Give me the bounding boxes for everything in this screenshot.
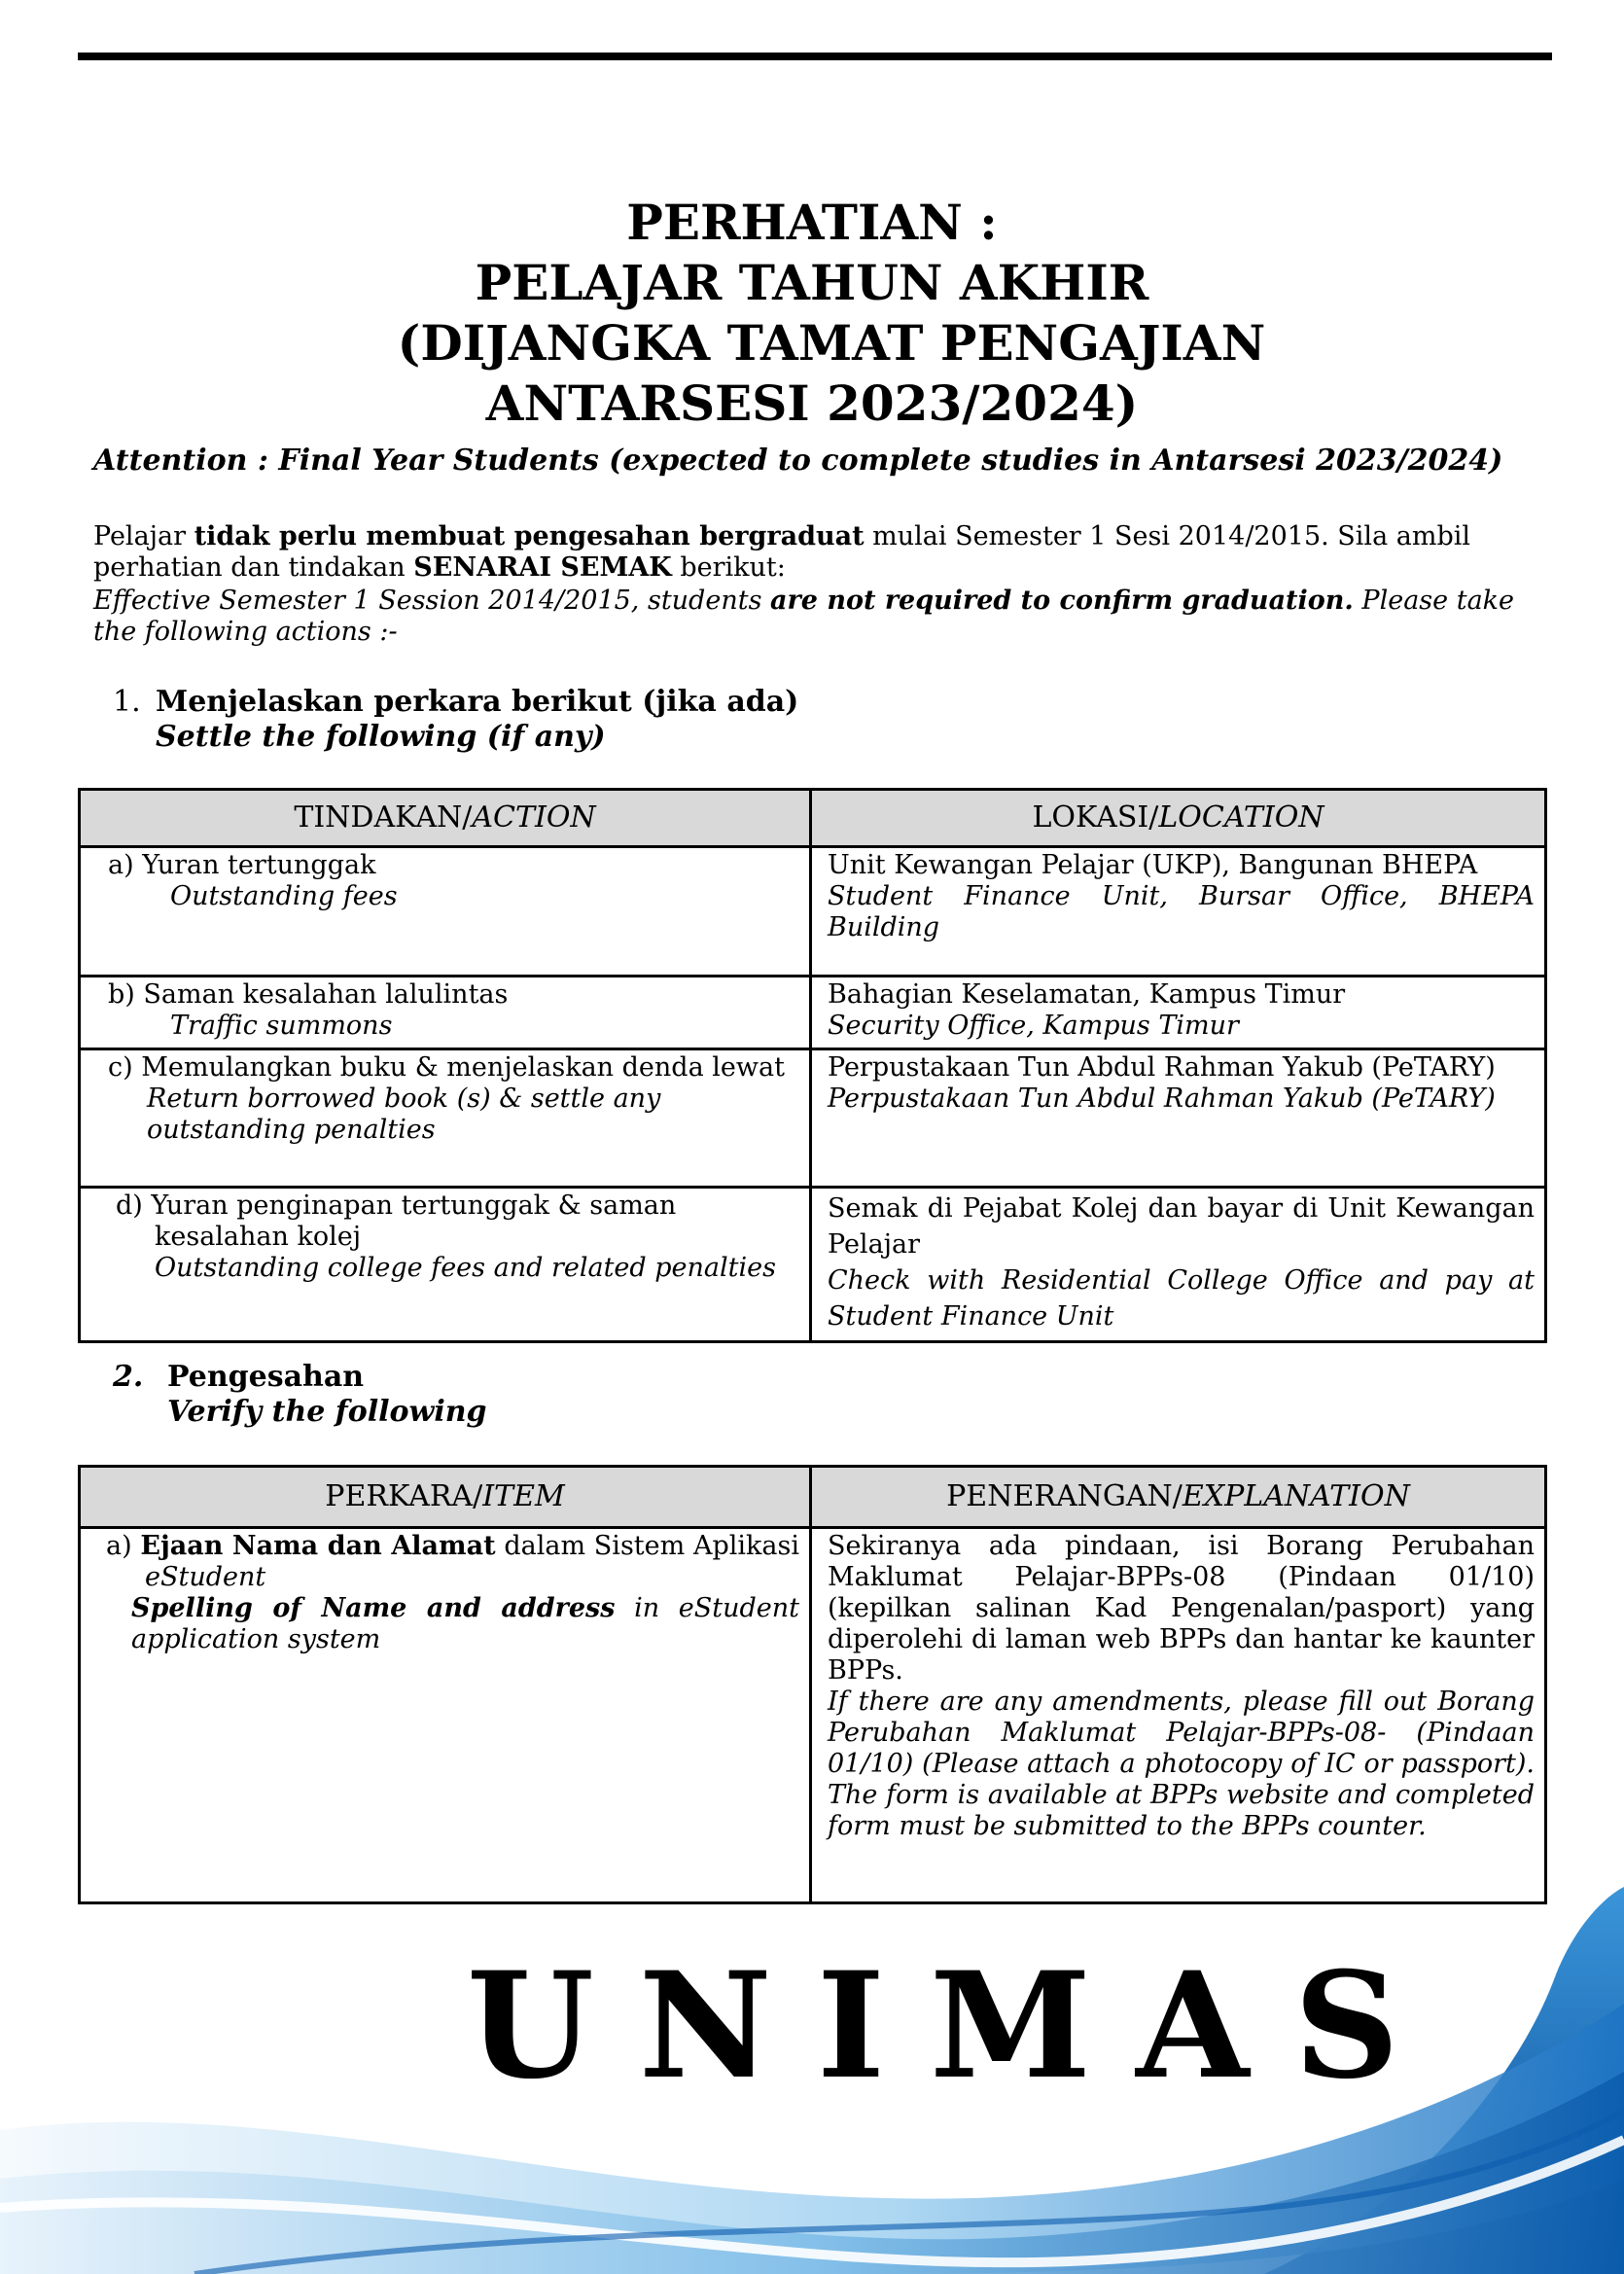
title-line-4: ANTARSESI 2023/2024) [485,374,1139,432]
column-header-location: LOKASI/LOCATION [811,790,1546,847]
title-line-2: PELAJAR TAHUN AKHIR [475,254,1149,311]
intro-malay: Pelajar tidak perlu membuat pengesahan bergraduat mulai Semester 1 Sesi 2014/2015. Sila ambil perhatian dan tindakan SENARAI SEMAK berikut: [93,521,1470,583]
column-header-item: PERKARA/ITEM [80,1467,811,1528]
intro-paragraph [93,521,1533,648]
title-line-3: (DIJANGKA TAMAT PENGAJIAN [397,314,1266,372]
column-header-action: TINDAKAN/ACTION [80,790,811,847]
intro-english: Effective Semester 1 Session 2014/2015, students are not required to confirm graduation. Please take the following actions :- [93,586,1515,647]
table-row: d) Yuran penginapan tertunggak & saman kesalahan kolej Outstanding college fees and related penalties Semak di Pejabat Kolej dan bayar di Unit Kewangan Pelajar Check with Residential College Office and pay at Student Finance Unit [80,1188,1546,1342]
verify-table [78,1465,1547,1904]
title-line-1: PERHATIAN : [626,194,998,251]
table-row: a) Ejaan Nama dan Alamat dalam Sistem Aplikasi eStudent Spelling of Name and address in eStudent application system Sekiranya ada pindaan, isi Borang Perubahan Maklumat Pelajar-BPPs-08 (Pindaan 01/10) (kepilkan salinan Kad Pengenalan/pasport) yang diperolehi di laman web BPPs dan hantar ke kaunter BPPs. If there are any amendments, please fill out Borang Perubahan Maklumat Pelajar-BPPs-08- (Pindaan 01/10) (Please attach a photocopy of IC or passport). The form is available at BPPs website and completed form must be submitted to the BPPs counter. [80,1528,1546,1903]
attention-subtitle: Attention : Final Year Students (expected to complete studies in Antarsesi 2023/2024) [93,444,1503,478]
settle-table [78,788,1547,1343]
table-row: c) Memulangkan buku & menjelaskan denda lewat Return borrowed book (s) & settle any outstanding penalties Perpustakaan Tun Abdul Rahman Yakub (PeTARY) Perpustakaan Tun Abdul Rahman Yakub (PeTARY) [80,1049,1546,1188]
table-row: a) Yuran tertunggak Outstanding fees Unit Kewangan Pelajar (UKP), Bangunan BHEPA Student Finance Unit, Bursar Office, BHEPA Building [80,847,1546,977]
table-row: b) Saman kesalahan lalulintas Traffic summons Bahagian Keselamatan, Kampus Timur Security Office, Kampus Timur [80,977,1546,1049]
section-1-heading: 1. Menjelaskan perkara berikut (jika ada) Settle the following (if any) [113,685,799,754]
unimas-logo: UNIMAS [467,1940,1444,2112]
top-rule [78,53,1552,60]
section-2-heading: 2. Pengesahan Verify the following [113,1360,487,1429]
notice-title [0,193,1624,434]
column-header-explanation: PENERANGAN/EXPLANATION [811,1467,1546,1528]
